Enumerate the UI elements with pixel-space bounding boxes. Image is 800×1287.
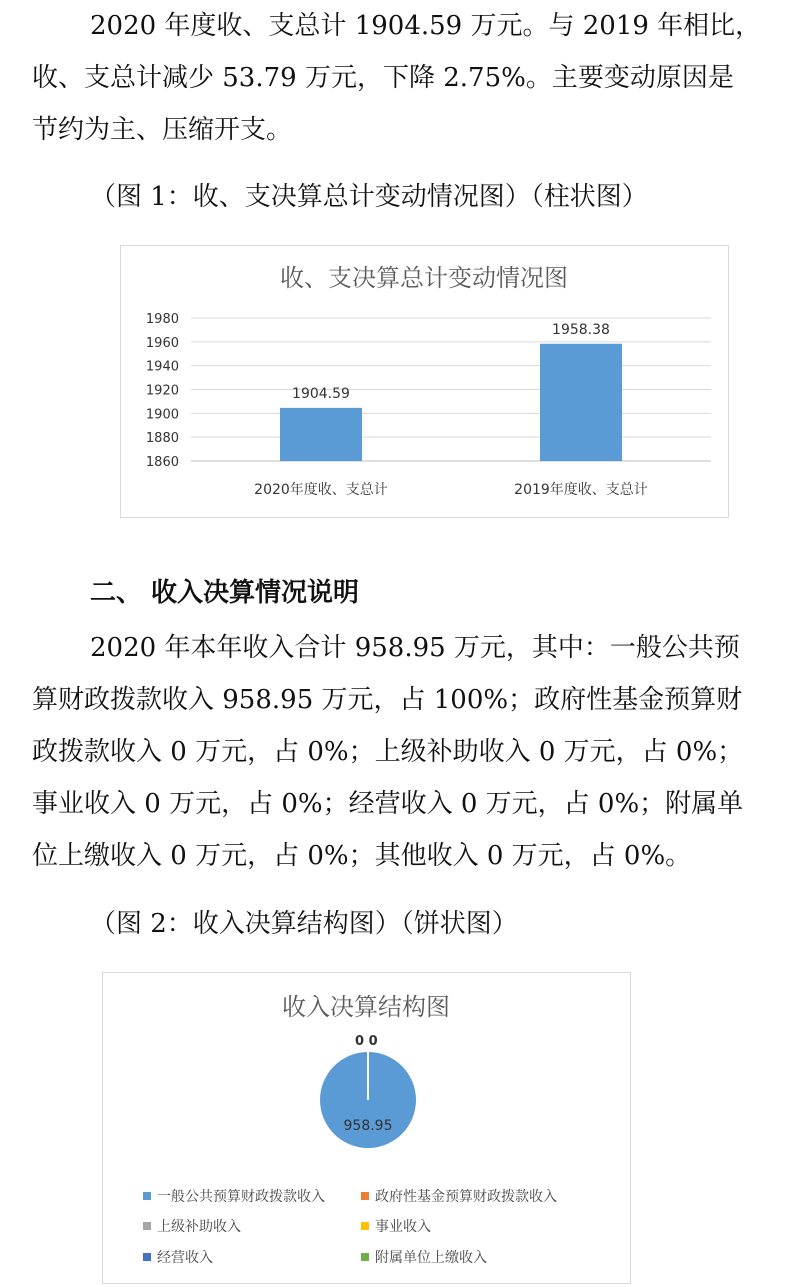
- legend-marker: [143, 1253, 151, 1261]
- text-line: 算财政拨款收入 958.95 万元，占 100%；政府性基金预算财: [32, 685, 743, 715]
- text-line: 节约为主、压缩开支。: [32, 115, 293, 145]
- text-line: 事业收入 0 万元，占 0%；经营收入 0 万元，占 0%；附属单: [32, 789, 744, 819]
- y-tick-label: 1960: [145, 335, 179, 351]
- legend-label: 上级补助收入: [157, 1219, 241, 1235]
- legend-label: 附属单位上缴收入: [375, 1250, 487, 1266]
- text-line: 位上缴收入 0 万元，占 0%；其他收入 0 万元，占 0%。: [32, 841, 692, 871]
- bar: [540, 344, 622, 461]
- bar-chart-svg: [121, 246, 728, 517]
- pie-chart-svg: [103, 973, 630, 1283]
- y-tick-label: 1880: [145, 431, 179, 447]
- y-tick-label: 1860: [145, 455, 179, 470]
- pie-chart: [102, 972, 631, 1284]
- legend-label: 一般公共预算财政拨款收入: [157, 1189, 325, 1205]
- section-heading: 二、 收入决算情况说明: [90, 578, 360, 608]
- legend-label: 事业收入: [375, 1219, 431, 1235]
- bar-chart: [120, 245, 729, 518]
- legend-marker: [361, 1253, 369, 1261]
- bar-chart-title: 收、支决算总计变动情况图: [280, 264, 568, 292]
- legend-label: 经营收入: [157, 1250, 213, 1266]
- paragraph-income: [32, 622, 772, 882]
- bar-value-label: 1904.59: [292, 385, 350, 402]
- legend-marker: [143, 1192, 151, 1200]
- y-tick-label: 1900: [145, 407, 179, 423]
- legend-marker: [143, 1222, 151, 1230]
- y-tick-label: 1980: [145, 312, 179, 327]
- figure1-caption: （图 1：收、支决算总计变动情况图）（柱状图）: [90, 182, 648, 212]
- legend-marker: [361, 1192, 369, 1200]
- pie-chart-title: 收入决算结构图: [282, 993, 450, 1021]
- x-category-label: 2020年度收、支总计: [254, 482, 388, 498]
- figure2-caption: （图 2：收入决算结构图）（饼状图）: [90, 909, 518, 939]
- bar-value-label: 1958.38: [552, 321, 610, 338]
- text-line: 2020 年度收、支总计 1904.59 万元。与 2019 年相比，: [90, 11, 762, 41]
- text-line: 2020 年本年收入合计 958.95 万元，其中：一般公共预: [90, 633, 740, 663]
- y-tick-label: 1920: [145, 383, 179, 399]
- text-line: 收、支总计减少 53.79 万元，下降 2.75%。主要变动原因是: [32, 63, 734, 93]
- y-tick-label: 1940: [145, 359, 179, 375]
- legend-label: 政府性基金预算财政拨款收入: [375, 1189, 557, 1205]
- paragraph-summary: [32, 0, 772, 156]
- bar: [280, 408, 362, 461]
- pie-value-label: 958.95: [343, 1118, 393, 1134]
- x-category-label: 2019年度收、支总计: [514, 482, 648, 498]
- legend-marker: [361, 1222, 369, 1230]
- text-line: 政拨款收入 0 万元，占 0%；上级补助收入 0 万元，占 0%；: [32, 737, 744, 767]
- pie-zero-labels: 0 0: [355, 1034, 378, 1049]
